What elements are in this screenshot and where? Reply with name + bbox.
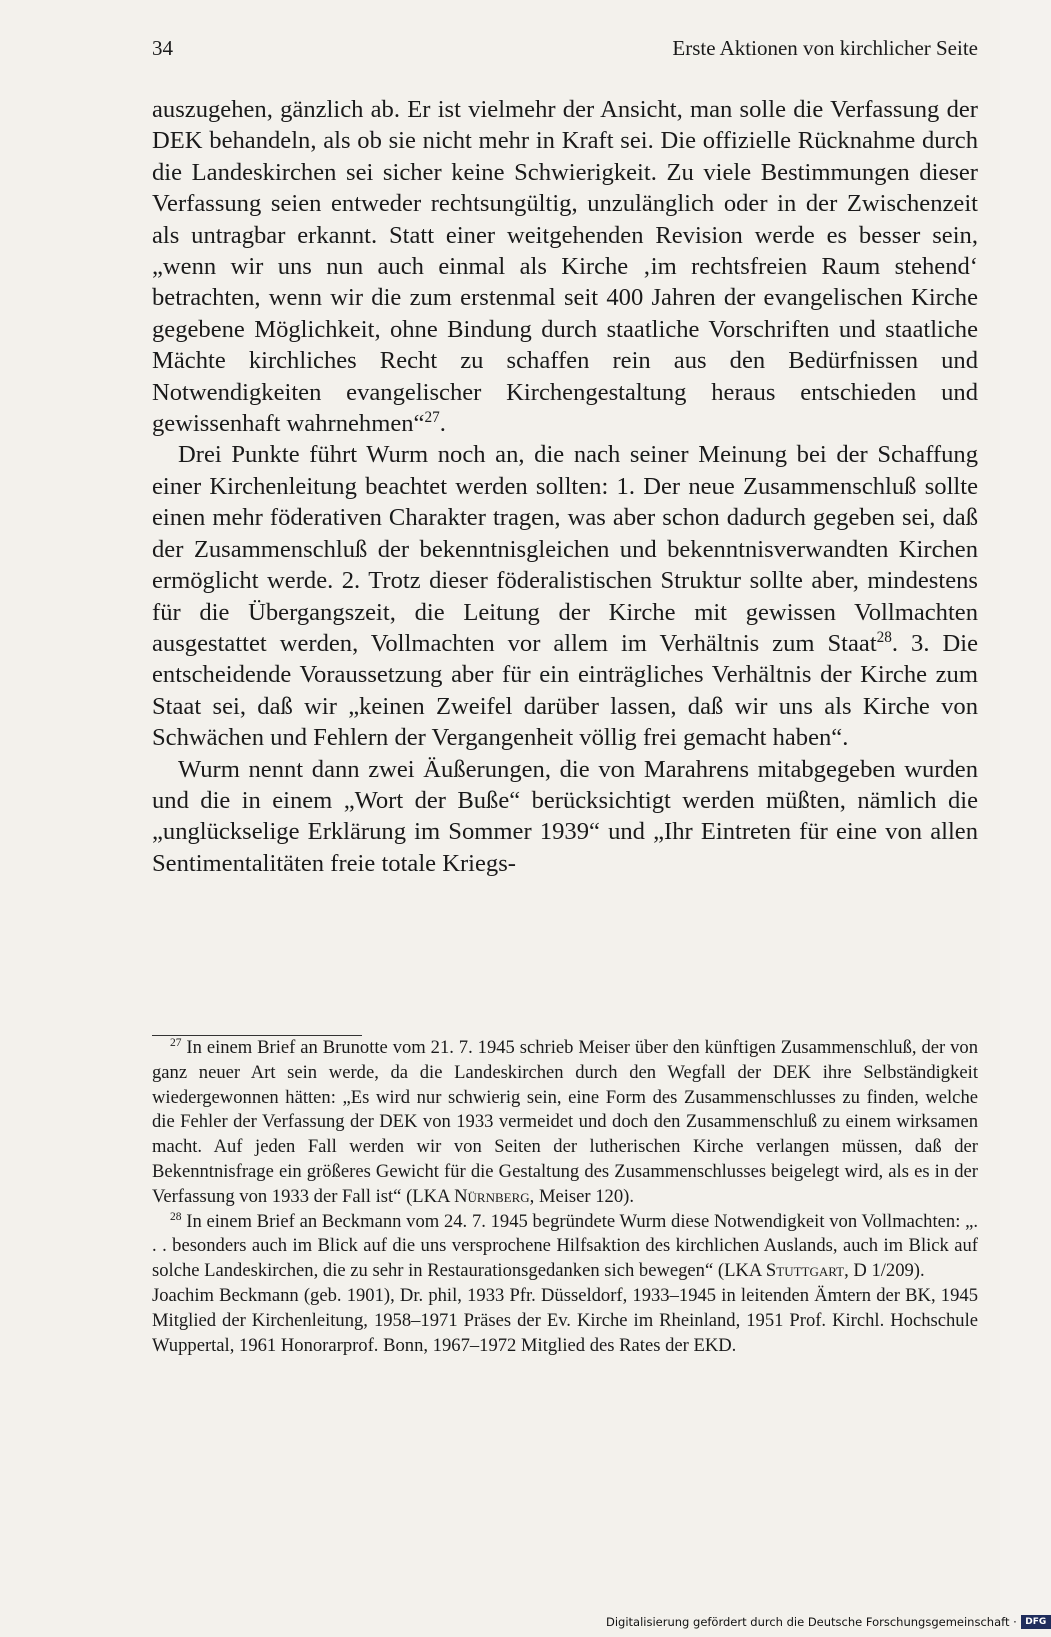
footnote-27-text-b: , Meiser 120). <box>529 1185 634 1207</box>
footnote-27-number: 27 <box>170 1036 182 1049</box>
digitization-text: Digitalisierung gefördert durch die Deutsche Forschungsgemeinschaft · <box>606 1615 1017 1629</box>
footnote-28-number: 28 <box>170 1210 182 1223</box>
dfg-logo: DFG <box>1021 1615 1051 1629</box>
paragraph-2-text-b: . 3. Die entscheidende Voraussetzung aber für ein einträgliches Verhältnis der Kirche zum Staat sei, daß wir „keinen Zweifel darüber lassen, daß wir uns als Kirche von Schwächen und Fehlern der Vergangenheit völlig frei gemacht haben“. <box>152 629 978 752</box>
footnote-ref-28[interactable]: 28 <box>876 628 892 646</box>
footnote-biography: Joachim Beckmann (geb. 1901), Dr. phil, 1933 Pfr. Düsseldorf, 1933–1945 in leitenden Ämtern der BK, 1945 Mitglied der Kirchenleitung, 1958–1971 Präses der Ev. Kirche im Rheinland, 1951 Prof. Kirchl. Hochschule Wuppertal, 1961 Honorarprof. Bonn, 1967–1972 Mitglied des Rates der EKD. <box>152 1284 978 1356</box>
footnote-27 <box>152 1036 978 1210</box>
digitization-credit <box>606 1612 1051 1632</box>
page-number: 34 <box>152 36 173 60</box>
footnote-ref-27[interactable]: 27 <box>424 408 440 426</box>
footnote-28 <box>152 1210 978 1284</box>
main-text <box>152 94 978 879</box>
footnote-28-text-a: In einem Brief an Beckmann vom 24. 7. 1945 begründete Wurm diese Notwendigkeit von Vollmachten: „. . . besonders auch im Blick auf die uns versprochene Hilfsaktion des kirchlichen Auslands, auch im Blick auf solche Landeskirchen, die zu sehr in Restaurationsgedanken sich bewegen“ (LKA <box>152 1210 978 1282</box>
paragraph-2 <box>152 439 978 753</box>
running-title: Erste Aktionen von kirchlicher Seite <box>672 36 978 60</box>
footnote-28-archive: Stuttgart <box>765 1260 845 1282</box>
footnotes <box>152 1036 978 1358</box>
footnote-27-archive: Nürnberg <box>454 1185 530 1207</box>
paragraph-1: auszugehen, gänzlich ab. Er ist vielmehr der Ansicht, man solle die Verfassung der DEK behandeln, als ob sie nicht mehr in Kraft sei. Die offizielle Rücknahme durch die Landeskirchen sei sicher keine Schwierigkeit. Zu viele Bestimmungen dieser Verfassung seien entweder rechtsungültig, unzulänglich oder in der Zwischenzeit als untragbar erkannt. Statt einer weitgehenden Revision werde es besser sein, „wenn wir uns nun auch einmal als Kirche ‚im rechtsfreien Raum stehend‘ betrachten, wenn wir die zum erstenmal seit 400 Jahren der evangelischen Kirche gegebene Möglichkeit, ohne Bindung durch staatliche Vorschriften und staatliche Mächte kirchliches Recht zu schaffen rein aus den Bedürfnissen und Notwendigkeiten evangelischer Kirchengestaltung heraus entschieden und gewissenhaft wahrnehmen“$^{27}$. <box>152 96 978 438</box>
paragraph-3: Wurm nennt dann zwei Äußerungen, die von Marahrens mitabgegeben wurden und die in einem „Wort der Buße“ berücksichtigt werden müßten, nämlich die „unglückselige Erklärung im Sommer 1939“ und „Ihr Eintreten für eine von allen Sentimentalitäten freie totale Kriegs- <box>152 755 978 877</box>
paragraph-2-text-a: Drei Punkte führt Wurm noch an, die nach seiner Meinung bei der Schaffung einer Kirchenleitung beachtet werden sollten: 1. Der neue Zusammenschluß sollte einen mehr föderativen Charakter tragen, was aber schon dadurch gegeben sei, daß der Zusammenschluß der bekenntnisgleichen und bekenntnisverwandten Kirchen ermöglicht werde. 2. Trotz dieser föderalistischen Struktur sollte aber, mindestens für die Übergangszeit, die Leitung der Kirche mit gewissen Vollmachten ausgestattet werden, Vollmachten vor allem im Verhältnis zum Staat <box>152 441 978 657</box>
paragraph-1-text: auszugehen, gänzlich ab. Er ist vielmehr der Ansicht, man solle die Verfassung der DEK behandeln, als ob sie nicht mehr in Kraft sei. Die offizielle Rücknahme durch die Landeskirchen sei sicher keine Schwierigkeit. Zu viele Bestimmungen dieser Verfassung seien entweder rechtsungültig, unzulänglich oder in der Zwischenzeit als untragbar erkannt. Statt einer weitgehenden Revision werde es besser sein, „wenn wir uns nun auch einmal als Kirche ‚im rechtsfreien Raum stehend‘ betrachten, wenn wir die zum erstenmal seit 400 Jahren der evangelischen Kirche gegebene Möglichkeit, ohne Bindung durch staatliche Vorschriften und staatliche Mächte kirchliches Recht zu schaffen rein aus den Bedürfnissen und Notwendigkeiten evangelischer Kirchengestaltung heraus entschieden und gewissenhaft wahrnehmen“ <box>152 96 978 438</box>
footnote-28-text-b: , D 1/209). <box>844 1260 925 1282</box>
footnote-27-text-a: In einem Brief an Brunotte vom 21. 7. 1945 schrieb Meiser über den künftigen Zusammenschluß, der von ganz neuer Art sein werde, da die Landeskirchen durch den Wegfall der DEK ihre Selbständigkeit wiedergewonnen hätten: „Es wird nur schwierig sein, eine Form des Zusammenschlusses zu finden, welche die Fehler der Verfassung der DEK von 1933 vermeidet und doch den Zusammenschluß zu einem wirksamen macht. Auf jeden Fall werden wir von Seiten der lutherischen Kirche verlangen müssen, daß der Bekenntnisfrage ein größeres Gewicht für die Gestaltung des Zusammenschlusses beigelegt wird, als es in der Verfassung von 1933 der Fall ist“ (LKA <box>152 1037 978 1207</box>
page-header <box>152 36 978 70</box>
